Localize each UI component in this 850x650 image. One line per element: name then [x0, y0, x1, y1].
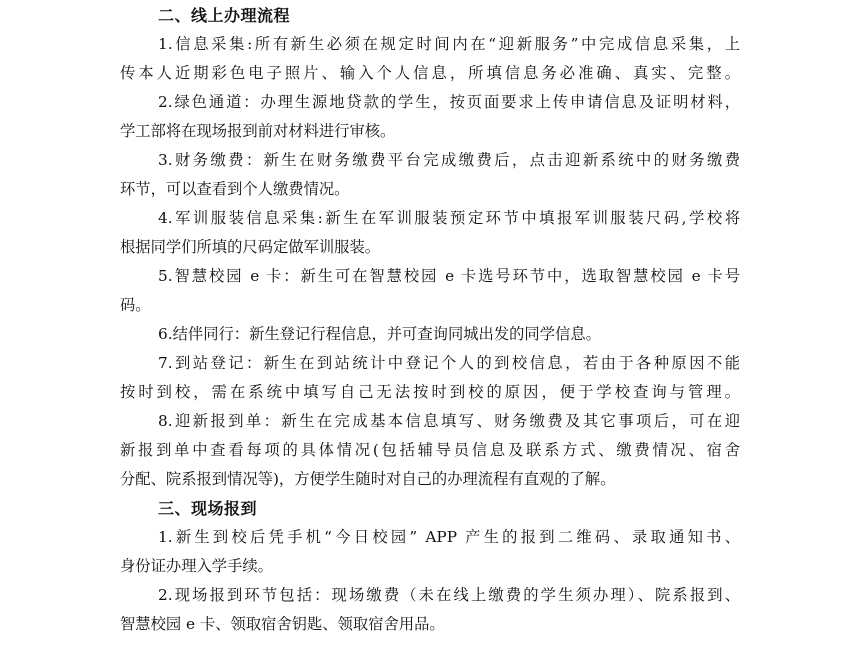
paragraph-line: 身份证办理入学手续。	[120, 557, 273, 575]
paragraph-arrival-registration	[120, 349, 740, 407]
section-heading-online-process: 二、线上办理流程	[158, 6, 291, 25]
paragraph-travel-together	[120, 320, 740, 349]
paragraph-campus-card	[120, 262, 740, 320]
paragraph-line: 6.结伴同行：新生登记行程信息，并可查询同城出发的同学信息。	[158, 325, 601, 343]
paragraph-line: 2.现场报到环节包括：现场缴费（未在线上缴费的学生须办理）、院系报到、	[158, 586, 740, 604]
document-page	[120, 0, 740, 639]
paragraph-arrival-procedure	[120, 523, 740, 581]
paragraph-line: 2.绿色通道：办理生源地贷款的学生，按页面要求上传申请信息及证明材料，	[158, 93, 740, 111]
paragraph-payment	[120, 146, 740, 204]
paragraph-line: 5.智慧校园 e 卡：新生可在智慧校园 e 卡选号环节中，选取智慧校园 e 卡号	[158, 267, 740, 285]
paragraph-line: 分配、院系报到情况等)，方便学生随时对自己的办理流程有直观的了解。	[120, 470, 616, 488]
paragraph-line: 学工部将在现场报到前对材料进行审核。	[120, 122, 396, 140]
paragraph-line: 8.迎新报到单：新生在完成基本信息填写、财务缴费及其它事项后，可在迎	[158, 412, 740, 430]
paragraph-line: 智慧校园 e 卡、领取宿舍钥匙、领取宿舍用品。	[120, 615, 445, 633]
paragraph-line: 1.新生到校后凭手机“今日校园” APP 产生的报到二维码、录取通知书、	[158, 528, 740, 546]
paragraph-onsite-steps	[120, 581, 740, 639]
section-heading-onsite-registration: 三、现场报到	[158, 499, 258, 518]
paragraph-registration-form	[120, 407, 740, 494]
paragraph-line: 7.到站登记：新生在到站统计中登记个人的到校信息，若由于各种原因不能	[158, 354, 740, 372]
paragraph-line: 新报到单中查看每项的具体情况(包括辅导员信息及联系方式、缴费情况、宿舍	[120, 441, 740, 459]
paragraph-military-uniform	[120, 204, 740, 262]
paragraph-line: 1.信息采集:所有新生必须在规定时间内在“迎新服务”中完成信息采集，上	[158, 35, 740, 53]
paragraph-info-collection	[120, 30, 740, 88]
paragraph-line: 码。	[120, 296, 151, 314]
paragraph-line: 按时到校，需在系统中填写自己无法按时到校的原因，便于学校查询与管理。	[120, 383, 740, 401]
paragraph-line: 传本人近期彩色电子照片、输入个人信息，所填信息务必准确、真实、完整。	[120, 64, 740, 82]
paragraph-line: 4.军训服装信息采集:新生在军训服装预定环节中填报军训服装尺码,学校将	[158, 209, 740, 227]
paragraph-line: 根据同学们所填的尺码定做军训服装。	[120, 238, 381, 256]
paragraph-green-channel	[120, 88, 740, 146]
paragraph-line: 环节，可以查看到个人缴费情况。	[120, 180, 350, 198]
paragraph-line: 3.财务缴费：新生在财务缴费平台完成缴费后，点击迎新系统中的财务缴费	[158, 151, 740, 169]
